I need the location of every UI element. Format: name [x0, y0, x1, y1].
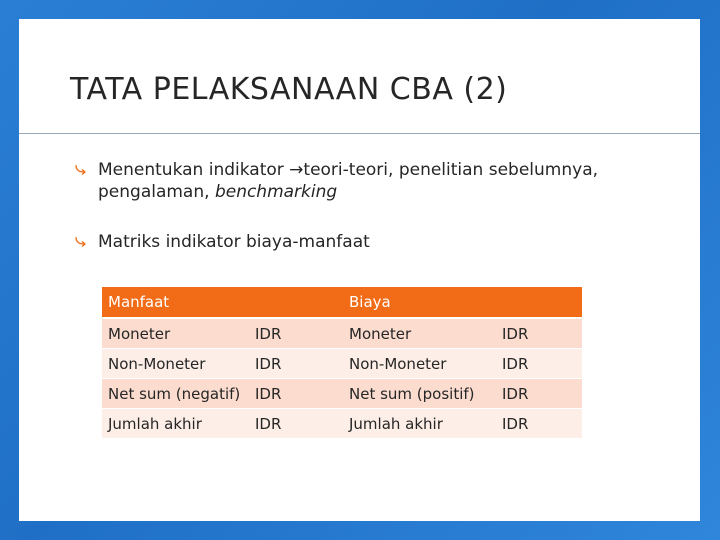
table-cell: Moneter — [343, 318, 496, 349]
bullet-2-text: Matriks indikator biaya-manfaat — [98, 232, 370, 252]
table-cell: IDR — [249, 409, 343, 439]
table-cell: IDR — [249, 349, 343, 379]
title-divider — [19, 133, 700, 134]
table-row — [102, 318, 582, 349]
table-cell: IDR — [496, 349, 582, 379]
table-cell: Non-Moneter — [343, 349, 496, 379]
bullet-1-prefix: Menentukan indikator — [98, 160, 290, 180]
table-cell: IDR — [249, 318, 343, 349]
table-cell: Net sum (negatif) — [102, 379, 249, 409]
bullet-item-1 — [74, 159, 674, 203]
header-biaya: Biaya — [343, 287, 496, 318]
right-arrow-icon: → — [289, 160, 304, 180]
table-row — [102, 349, 582, 379]
slide — [19, 19, 700, 521]
curved-arrow-icon — [74, 162, 88, 176]
table-header-row — [102, 287, 582, 318]
table-cell: IDR — [496, 409, 582, 439]
table-cell: Non-Moneter — [102, 349, 249, 379]
header-manfaat: Manfaat — [102, 287, 249, 318]
table-cell: Jumlah akhir — [102, 409, 249, 439]
table-cell: IDR — [496, 379, 582, 409]
table-cell: Moneter — [102, 318, 249, 349]
bullet-list — [74, 159, 674, 253]
table-row — [102, 409, 582, 439]
cost-benefit-matrix — [102, 287, 582, 438]
curved-arrow-icon — [74, 234, 88, 248]
table-cell: IDR — [496, 318, 582, 349]
bullet-1-main: teori-teori, penelitian sebelumnya, pengalaman, — [98, 160, 599, 202]
table-cell: Jumlah akhir — [343, 409, 496, 439]
bullet-1-italic: benchmarking — [214, 182, 338, 202]
header-empty-1 — [249, 287, 343, 318]
table-row — [102, 379, 582, 409]
table-cell: IDR — [249, 379, 343, 409]
table-cell: Net sum (positif) — [343, 379, 496, 409]
slide-title: TATA PELAKSANAAN CBA (2) — [70, 72, 508, 107]
header-empty-2 — [496, 287, 582, 318]
bullet-item-2 — [74, 231, 674, 253]
